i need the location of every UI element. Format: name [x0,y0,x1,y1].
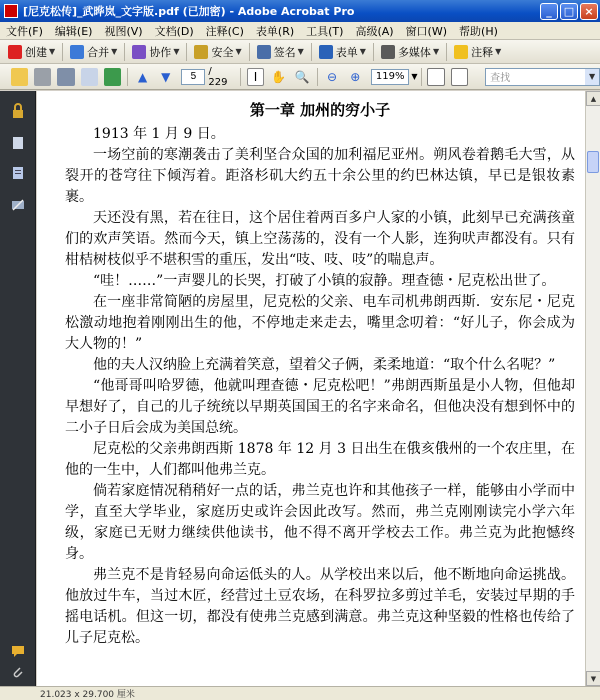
sign-button[interactable] [253,42,308,62]
fit-page-icon[interactable] [427,68,444,86]
zoom-out-icon[interactable]: ⊖ [327,69,338,84]
arrow-up-icon[interactable]: ▲ [137,69,148,84]
paragraph: 他的夫人汉纳脸上充满着笑意，望着父子俩，柔柔地道：“取个什么名呢？” [93,357,556,373]
chevron-down-icon: ▼ [359,47,366,56]
maximize-button[interactable]: □ [560,3,578,20]
email-icon[interactable] [81,68,98,86]
save-icon[interactable] [57,68,74,86]
paragraph: 弗兰克不是肯轻易向命运低头的人。从学校出来以后，他不断地向命运挑战。他放过牛车，当过木匠，经营过土豆农场，在科罗拉多剪过羊毛，安装过早期的手摇电话机。但这一切，都没有使弗兰克感到满意。弗兰克这种坚毅的性格也传给了儿子尼克松。 [65,567,575,646]
menu-comments[interactable]: 注释(C) [205,24,244,38]
paragraph: 天还没有黑，若在往日，这个居住着两百多户人家的小镇，此刻早已充满孩童们的欢声笑语。然而今天，镇上空荡荡的，没有一个人影，连狗吠声都没有。只有柑桔树枝似乎不堪积雪的重压，发出“吱、吱、吱”的喘息声。 [65,210,575,268]
toolbar-separator [249,43,250,61]
arrow-down-icon[interactable]: ▼ [161,69,171,84]
toolbar-separator [311,43,312,61]
chevron-down-icon: ▼ [495,47,502,56]
menu-bar [0,22,600,40]
menu-edit[interactable]: 编辑(E) [54,24,93,38]
paragraph: 一场空前的寒潮袭击了美利坚合众国的加利福尼亚州。朔风卷着鹅毛大雪，从裂开的苍穹往下倾泻着。距洛杉矶大约五十余公里的约巴林达镇，早已是银妆素裹。 [65,147,575,205]
create-pdf-icon [8,45,22,59]
toolbar-separator [421,68,422,86]
collaborate-button[interactable] [128,42,183,62]
fit-width-icon[interactable] [451,68,468,86]
acrobat-app-icon[interactable] [4,4,18,18]
sign-label: 签名 [273,45,296,59]
chevron-down-icon: ▼ [235,47,242,56]
scroll-thumb[interactable] [587,151,599,173]
title-bar [0,0,600,22]
search-input[interactable] [485,68,600,86]
close-button[interactable]: × [580,3,598,20]
menu-help[interactable]: 帮助(H) [459,24,498,38]
toolbar-separator [446,43,447,61]
lock-icon[interactable] [10,103,26,119]
menu-window[interactable]: 窗口(W) [405,24,448,38]
zoom-in-icon[interactable]: ⊕ [350,69,361,84]
multimedia-button[interactable] [377,42,443,62]
secure-button[interactable] [190,42,245,62]
navigation-pane [0,91,36,686]
pdf-page [37,91,585,686]
toolbar-separator [127,68,128,86]
open-folder-icon[interactable] [11,68,28,86]
status-bar [0,686,600,700]
combine-icon [70,45,84,59]
page-number-input[interactable] [181,69,205,85]
forms-button[interactable] [315,42,370,62]
toolbar-separator [317,68,318,86]
zoom-tool-icon[interactable]: 🔍 [294,69,310,84]
menu-view[interactable]: 视图(V) [104,24,143,38]
toolbar-separator [124,43,125,61]
film-icon [381,45,395,59]
scroll-up-icon[interactable]: ▲ [586,91,600,106]
paragraph: “他哥哥叫哈罗德，他就叫理查德・尼克松吧！”弗朗西斯虽是小人物，但他却早想好了，自己的儿子统统以早期英国国王的名字来命名，但他决没有想到怀中的二小子日后会成为美国总统。 [65,378,575,436]
multimedia-label: 多媒体 [397,45,431,59]
chapter-title: 第一章 加州的穷小子 [249,101,391,119]
page-total: / 229 [208,65,228,88]
toolbar-separator [186,43,187,61]
zoom-level-field[interactable] [371,69,409,85]
combine-button[interactable] [66,42,121,62]
toolbar-separator [240,68,241,86]
attachments-icon[interactable] [10,665,26,681]
menu-advanced[interactable]: 高级(A) [355,24,394,38]
chevron-down-icon[interactable]: ▼ [411,72,418,81]
window-title: [尼克松传]_武晔岚_文字版.pdf (已加密) - Adobe Acrobat Pro [23,5,355,18]
pen-icon [257,45,271,59]
chevron-down-icon: ▼ [49,47,56,56]
menu-forms[interactable]: 表单(R) [255,24,295,38]
paragraph: 尼克松的父亲弗朗西斯 1878 年 12 月 3 日出生在俄亥俄州的一个农庄里，在他的一生中，人们都叫他弗兰克。 [65,441,575,478]
lock-icon [194,45,208,59]
paragraph: 在一座非常简陋的房屋里，尼克松的父亲、电车司机弗朗西斯．安东尼・尼克松激动地抱着刚刚出生的他，不停地走来走去，嘴里念叨着：“好儿子，你会成为大人物的！” [65,294,575,352]
combine-label: 合并 [87,45,110,59]
pages-icon[interactable] [10,135,26,151]
navigation-toolbar [0,64,600,90]
chevron-down-icon: ▼ [173,47,180,56]
menu-tools[interactable]: 工具(T) [306,24,344,38]
comment-button[interactable] [450,42,505,62]
select-cursor-icon[interactable]: I [247,68,264,86]
collaborate-label: 协作 [149,45,172,59]
zoom-level-value: 119% [375,71,405,82]
forms-icon [319,45,333,59]
comments-panel-icon[interactable] [10,643,26,659]
chevron-down-icon: ▼ [432,47,440,56]
toolbar-separator [62,43,63,61]
toolbar-separator [373,43,374,61]
menu-file[interactable]: 文件(F) [6,24,43,38]
vertical-scrollbar[interactable] [585,91,600,686]
paragraph: “哇！……”一声婴儿的长哭，打破了小镇的寂静。理查德・尼克松出世了。 [93,273,556,289]
print-icon[interactable] [34,68,51,86]
hand-icon[interactable]: ✋ [271,69,287,84]
search-placeholder: 查找 [490,73,511,84]
scroll-down-icon[interactable]: ▼ [586,671,600,686]
paragraph: 倘若家庭情况稍稍好一点的话，弗兰克也许和其他孩子一样，能够由小学而中学，直至大学毕业，家庭历史或许会因此改写。然而，弗兰克刚刚读完小学六年级，家庭已无财力继续供他读书，他不得不离开学校去工作。弗兰克为此抱憾终身。 [65,483,575,562]
paragraph: 1913 年 1 月 9 日。 [93,126,225,142]
comment-label: 注释 [471,45,494,59]
create-label: 创建 [25,45,47,59]
web-icon[interactable] [104,68,121,86]
page-size-readout: 21.023 x 29.700 厘米 [40,690,135,700]
comment-icon [454,45,468,59]
chevron-down-icon: ▼ [297,47,304,56]
document-area[interactable] [37,91,585,686]
forms-label: 表单 [335,45,358,59]
bookmarks-icon[interactable] [10,165,26,181]
chevron-down-icon[interactable]: ▼ [585,69,599,85]
collaborate-icon [132,45,146,59]
create-button[interactable] [4,42,59,62]
chevron-down-icon: ▼ [111,47,118,56]
menu-document[interactable]: 文档(D) [154,24,194,38]
secure-label: 安全 [211,45,234,59]
signatures-icon[interactable] [10,197,26,213]
minimize-button[interactable]: _ [540,3,558,20]
tasks-toolbar [0,40,600,64]
